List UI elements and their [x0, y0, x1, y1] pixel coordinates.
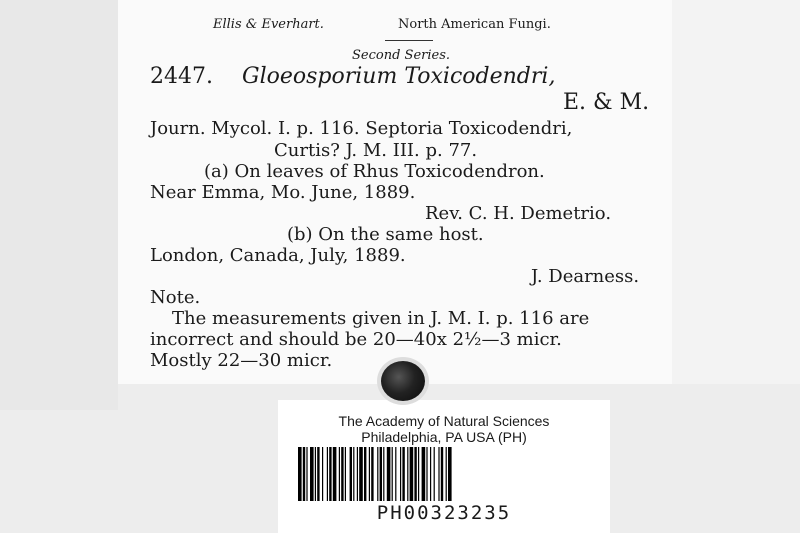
right-background [672, 0, 800, 384]
header-rule [385, 40, 433, 41]
header-collection: North American Fungi. [398, 17, 551, 32]
barcode-bar [434, 447, 435, 501]
barcode-bar [369, 447, 370, 501]
barcode-bar [298, 447, 302, 501]
institution-location: Philadelphia, PA USA (PH) [361, 429, 527, 445]
left-background [0, 0, 118, 410]
barcode [298, 447, 590, 501]
barcode-bar [350, 447, 352, 501]
collection-b-locality: London, Canada, July, 1889. [150, 245, 406, 266]
barcode-bar [392, 447, 393, 501]
barcode-bar [306, 447, 307, 501]
barcode-bar [380, 447, 382, 501]
barcode-bar [407, 447, 408, 501]
barcode-bar [418, 447, 419, 501]
collection-b-collector: J. Dearness. [531, 266, 640, 287]
note-line-2: incorrect and should be 20—40x 2½—3 micr. [150, 329, 562, 350]
collection-a-locality: Near Emma, Mo. June, 1889. [150, 182, 416, 203]
collection-b-host: (b) On the same host. [287, 224, 484, 245]
specimen-authority: E. & M. [563, 90, 650, 115]
barcode-bar [383, 447, 384, 501]
header-authors: Ellis & Everhart. [213, 17, 324, 32]
collection-a-collector: Rev. C. H. Demetrio. [425, 203, 612, 224]
barcode-bar [357, 447, 358, 501]
barcode-bar [339, 447, 340, 501]
specimen-number: 2447. [150, 64, 213, 89]
series-label: Second Series. [352, 48, 451, 63]
barcode-bar [315, 447, 316, 501]
note-heading: Note. [150, 287, 201, 308]
barcode-bar [310, 447, 314, 501]
barcode-bar [414, 447, 416, 501]
barcode-bar [395, 447, 396, 501]
institution-name: The Academy of Natural Sciences [338, 413, 550, 429]
barcode-bar [317, 447, 319, 501]
barcode-bar [303, 447, 305, 501]
barcode-bar [430, 447, 431, 501]
barcode-bar [448, 447, 452, 501]
note-line-1: The measurements given in J. M. I. p. 116 are [172, 308, 590, 329]
barcode-bar [322, 447, 323, 501]
note-line-3: Mostly 22—30 micr. [150, 350, 333, 371]
barcode-bar [402, 447, 404, 501]
barcode-bar [441, 447, 443, 501]
reference-line-2: Curtis? J. M. III. p. 77. [274, 140, 478, 161]
barcode-bar [333, 447, 337, 501]
reference-line: Journ. Mycol. I. p. 116. Septoria Toxicodendri, [150, 118, 573, 139]
barcode-bar [446, 447, 447, 501]
barcode-bar [410, 447, 414, 501]
barcode-bar [341, 447, 343, 501]
barcode-bar [438, 447, 439, 501]
barcode-bar [422, 447, 426, 501]
barcode-bar [387, 447, 391, 501]
barcode-bar [371, 447, 373, 501]
catalog-number: PH00323235 [376, 502, 512, 524]
barcode-bar [329, 447, 331, 501]
barcode-bar [345, 447, 346, 501]
specimen-pin [381, 361, 425, 401]
barcode-bar [426, 447, 427, 501]
barcode-bar [359, 447, 363, 501]
barcode-bar [400, 447, 401, 501]
collection-a-host: (a) On leaves of Rhus Toxicodendron. [204, 161, 545, 182]
barcode-bar [327, 447, 328, 501]
specimen-name: Gloeosporium Toxicodendri, [242, 64, 556, 89]
barcode-bar [364, 447, 366, 501]
barcode-bar [377, 447, 378, 501]
barcode-bar [353, 447, 354, 501]
